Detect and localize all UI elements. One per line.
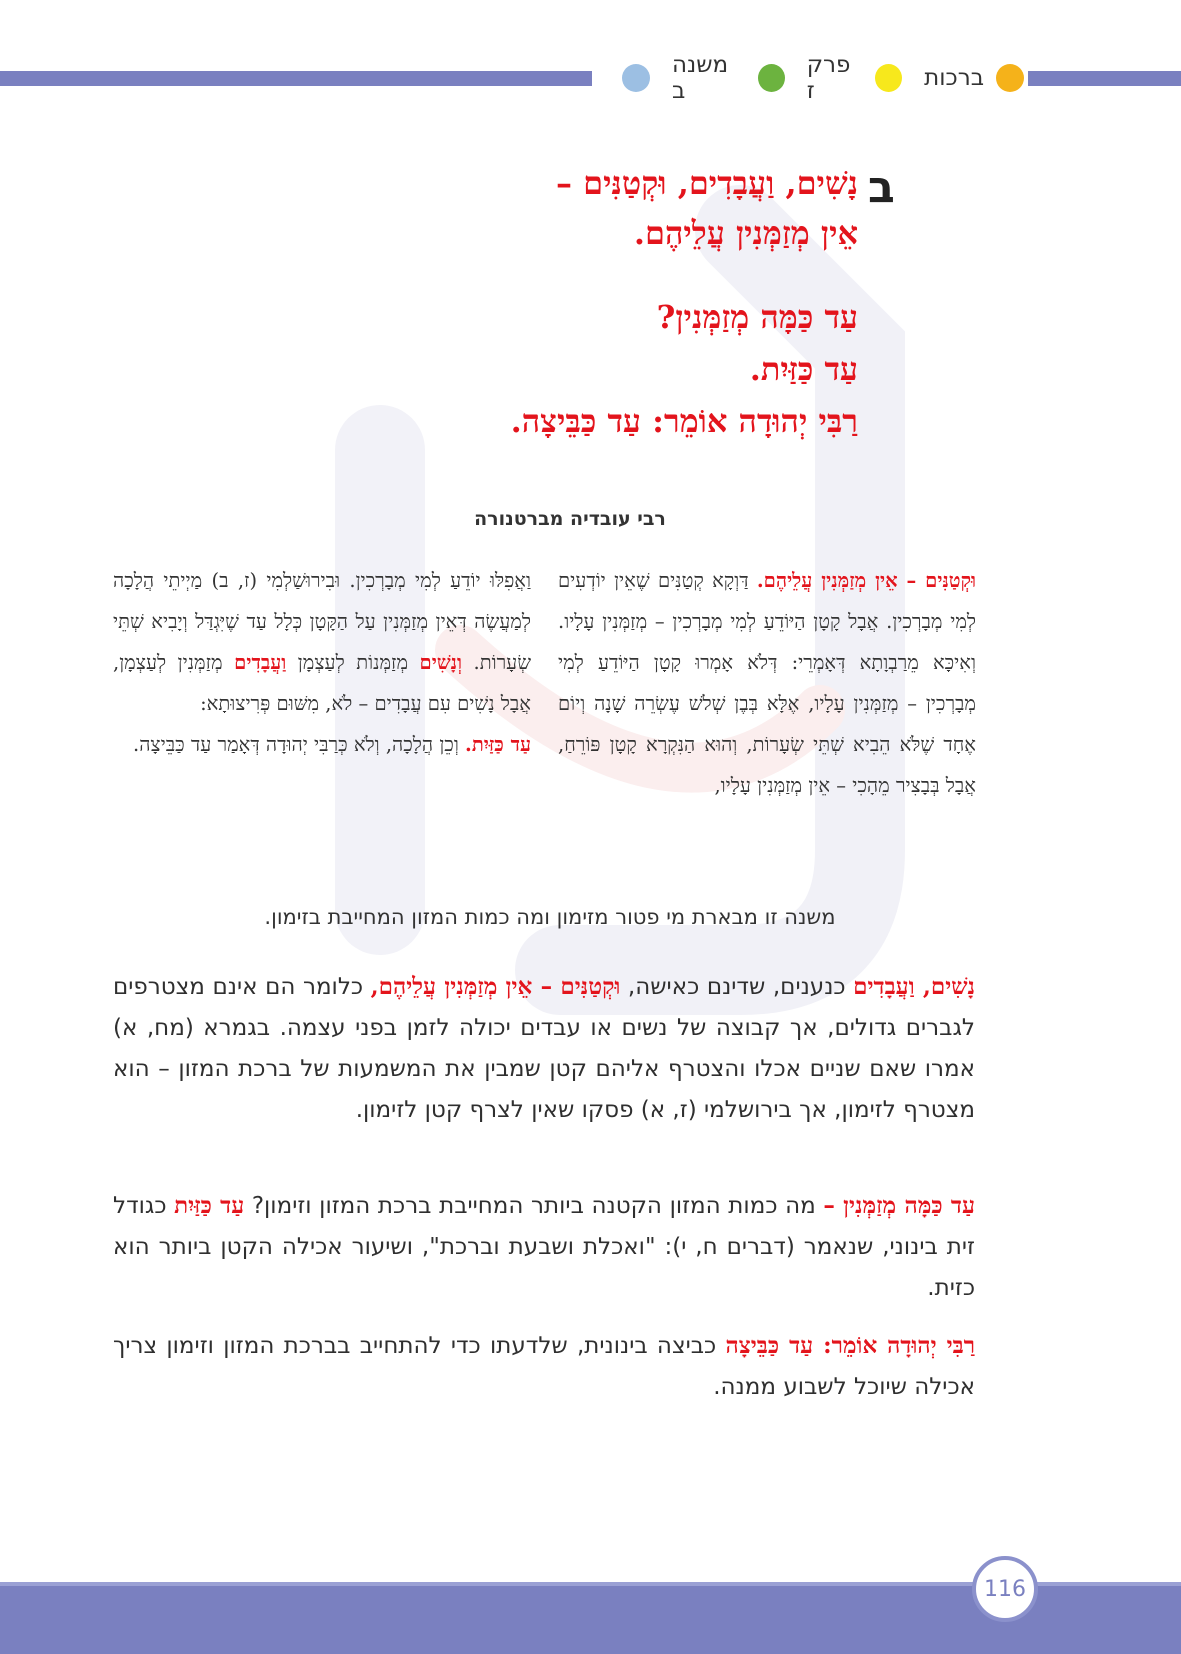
crumb-chapter[interactable] [807, 52, 902, 104]
commentary-lead: וּקְטַנִּים – אֵין מְזַמְּנִין עֲלֵיהֶם. [756, 569, 977, 592]
commentary-text: מְזַמְּנוֹת לְעַצְמָן [286, 651, 420, 674]
commentary-text: וְכֵן הֲלָכָה, וְלֹא כְּרַבִּי יְהוּדָה דְּאָמַר עַד כַּבֵּיצָה. [133, 733, 466, 756]
commentary-right-column [558, 560, 976, 806]
page-number: 116 [972, 1556, 1038, 1622]
breadcrumb [600, 52, 1024, 104]
commentary-highlight: עַד כַּזַּיִת. [465, 733, 531, 756]
mishnah-letter: ב [868, 162, 895, 213]
crumb-tractate[interactable] [924, 64, 1024, 92]
commentary-highlight: וְנָשִׁים [419, 651, 462, 674]
commentary-text: מְזַמְּנִין לְעַצְמָן, אֲבָל נָשִׁים עִם עֲבָדִים – לֹא, מִשּׁוּם פְּרִיצוּתָא: [113, 651, 531, 715]
header-rule-left [0, 71, 592, 86]
crumb-label: ברכות [924, 65, 984, 91]
mishnah-line: אֵין מְזַמְּנִין עֲלֵיהֶם. [633, 214, 858, 252]
yellow-dot-icon [996, 64, 1024, 92]
explanation-text: כגודל זית בינוני, שנאמר (דברים ח, י): "ואכלת ושבעת וברכת", ושיעור אכילה הקטן ביותר הוא כזית. [113, 1193, 975, 1301]
crumb-mishnah[interactable] [672, 52, 785, 104]
quote-highlight: עַד כַּזַּיִת [174, 1192, 245, 1219]
explanation-text: כנענים, שדינם כאישה, [620, 974, 854, 1000]
header-rule-right [1028, 71, 1181, 86]
yellow-dot-icon [875, 64, 902, 92]
explanation-text: כביצה בינונית, שלדעתו כדי להתחייב בברכת המזון וזימון צריך אכילה שיוכל לשבוע ממנה. [113, 1333, 975, 1400]
explanation-text: מה כמות המזון הקטנה ביותר המחייבת ברכת המזון וזימון? [244, 1193, 824, 1219]
quote-highlight: נָשִׁים, וַעֲבָדִים [853, 973, 976, 1000]
explanation-paragraph [113, 966, 975, 1131]
mishnah-line: נָשִׁים, וַעֲבָדִים, וּקְטַנִּים – [556, 164, 858, 202]
commentary-title: רבי עובדיה מברטנורה [474, 508, 666, 530]
commentary-highlight: וַעֲבָדִים [234, 651, 287, 674]
explanation-paragraph [113, 1325, 975, 1408]
crumb-label: משנה ב [672, 52, 729, 104]
blue-dot-icon [622, 64, 650, 92]
mishnah-line: עַד כַּזַּיִת. [749, 350, 858, 388]
commentary-left-column [113, 560, 531, 765]
commentary-text: וַאֲפִלּוּ יוֹדֵעַ לְמִי מְבָרְכִין. וּבִירוּשַׁלְמִי (ז, ב) מַיְיתֵי הֲלָכָה לְמַעֲשֶׂה דְּאֵין מְזַמְּנִין עַל הַקָּטָן כְּלָל עַד שֶׁיִּגְדַּל וְיָבִיא שְׁתֵּי שְׂעָרוֹת. [113, 569, 532, 674]
mishnah-line: רַבִּי יְהוּדָה אוֹמֵר: עַד כַּבֵּיצָה. [510, 402, 858, 440]
green-dot-icon [758, 64, 785, 92]
quote-highlight: רַבִּי יְהוּדָה אוֹמֵר: עַד כַּבֵּיצָה [725, 1332, 976, 1359]
quote-highlight: וּקְטַנִּים – אֵין מְזַמְּנִין עֲלֵיהֶם, [370, 973, 621, 1000]
crumb-end [622, 64, 650, 92]
explanation-text: כלומר הם אינם מצטרפים לגברים גדולים, אך קבוצה של נשים או עבדים יכולה לזמן בפני עצמה. בגמרא (מח, א) אמרו שאם שניים אכלו והצטרף אליהם קטן שמבין את המשמעות של ברכת המזון – הוא מצטרף לזימון, אך בירושלמי (ז, א) פסקו שאין לצרף קטן לזימון. [113, 974, 975, 1123]
commentary-text: דַּוְקָא קְטַנִּים שֶׁאֵין יוֹדְעִים לְמִי מְבָרְכִין. אֲבָל קָטָן הַיּוֹדֵעַ לְמִי מְבָרְכִין – מְזַמְּנִין עָלָיו. וְאִיכָּא מֵרַבְוָתָא דְּאָמְרֵי: דְּלֹא אָמְרוּ קָטָן הַיּוֹדֵעַ לְמִי מְבָרְכִין – מְזַמְּנִין עָלָיו, אֶלָּא בְּבֶן שְׁלֹשׁ עֶשְׂרֵה שָׁנָה וְיוֹם אֶחָד שֶׁלֹּא הֵבִיא שְׁתֵּי שְׂעָרוֹת, וְהוּא הַנִּקְרָא קָטָן פּוֹרֵחַ, אֲבָל בְּבָצִיר מֵהָכִי – אֵין מְזַמְּנִין עָלָיו, [558, 569, 976, 797]
mishnah-summary: משנה זו מבארת מי פטור מזימון ומה כמות המזון המחייבת בזימון. [264, 905, 836, 929]
mishnah-line: עַד כַּמָּה מְזַמְּנִין? [656, 298, 858, 336]
quote-highlight: עַד כַּמָּה מְזַמְּנִין – [823, 1192, 975, 1219]
crumb-label: פרק ז [806, 52, 851, 104]
explanation-paragraph [113, 1185, 975, 1309]
